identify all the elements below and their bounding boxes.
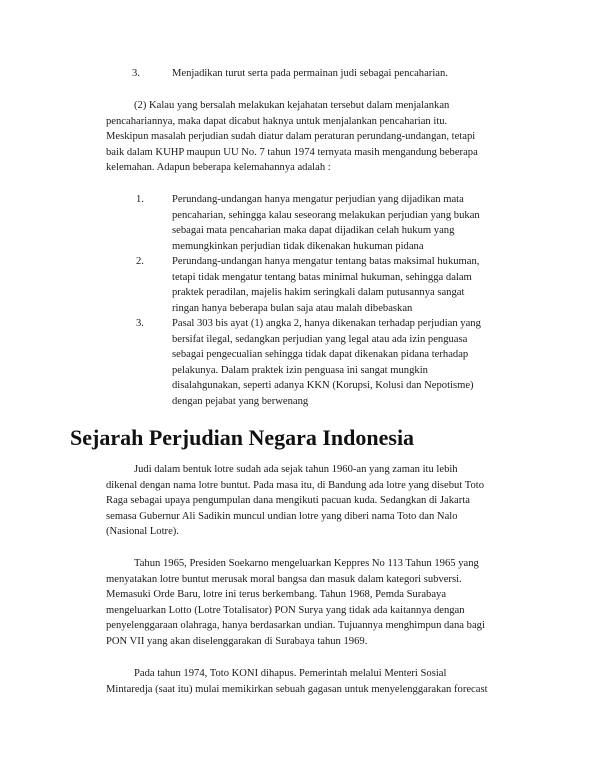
top-item-text: Menjadikan turut serta pada permainan judi sebagai pencaharian. — [172, 68, 448, 79]
list-item: Pasal 303 bis ayat (1) angka 2, hanya dikenakan terhadap perjudian yang bersifat ilegal, sedangkan perjudian yang legal atau ada izin penguasa sebagai pengecualian sehingga tidak dapat dikenakan pidana terhadap pelakunya. Dalam praktek izin penguasa ini sangat mungkin disalahgunakan, seperti adanya KKN (Korupsi, Kolusi dan Nepotisme) dengan pejabat yang berwenang — [172, 318, 481, 407]
intro-line: baik dalam KUHP maupun UU No. 7 tahun 1974 ternyata masih mengandung beberapa — [106, 146, 478, 158]
list-item-number: 2. — [136, 256, 144, 267]
intro-line: Meskipun masalah perjudian sudah diatur dalam peraturan perundang-undangan, tetapi — [106, 131, 476, 143]
top-item-number: 3. — [132, 68, 140, 79]
history-paragraph: Judi dalam bentuk lotre sudah ada sejak tahun 1960-an yang zaman itu lebih dikenal dengan nama lotre buntut. Pada masa itu, di Bandung ada lotre yang disebut Toto Raga sebagai upaya pengumpulan dana mengikuti pacuan kuda. Sedangkan di Jakarta semasa Gubernur Ali Sadikin muncul undian lotre yang diberi nama Toto dan Nalo (Nasional Lotre). — [106, 464, 484, 538]
list-item-number: 3. — [136, 318, 144, 329]
section-heading: Sejarah Perjudian Negara Indonesia — [70, 425, 415, 450]
intro-line: pencahariannya, maka dapat dicabut haknya untuk menjalankan pencaharian itu. — [106, 115, 448, 127]
history-paragraph: Tahun 1965, Presiden Soekarno mengeluarkan Keppres No 113 Tahun 1965 yang menyatakan lotre buntut merusak moral bangsa dan masuk dalam kategori subversi. Memasuki Orde Baru, lotre ini terus berkembang. Tahun 1968, Pemda Surabaya mengeluarkan Lotto (Lotre Totalisator) PON Surya yang tidak ada kaitannya dengan penyelenggaraan olahraga, hanya berdasarkan undian. Tujuannya menghimpun dana bagi PON VII yang akan diselenggarakan di Surabaya tahun 1969. — [106, 558, 485, 647]
intro-line: (2) Kalau yang bersalah melakukan kejahatan tersebut dalam menjalankan — [134, 100, 450, 111]
history-paragraph: Pada tahun 1974, Toto KONI dihapus. Pemerintah melalui Menteri Sosial Mintaredja (saat itu) mulai memikirkan sebuah gagasan untuk menyelenggarakan forecast — [106, 668, 488, 695]
intro-paragraph — [106, 98, 506, 176]
intro-line: kelemahan. Adapun beberapa kelemahannya adalah : — [106, 162, 331, 174]
list-item: Perundang-undangan hanya mengatur tentang batas maksimal hukuman, tetapi tidak mengatur tentang batas minimal hukuman, sehingga dalam praktek peradilan, majelis hakim seringkali dalam putusannya sangat ringan hanya beberapa bulan saja atau malah dibebaskan — [172, 256, 480, 314]
list-item-number: 1. — [136, 194, 144, 205]
list-item: Perundang-undangan hanya mengatur perjudian yang dijadikan mata pencaharian, sehingga kalau seseorang melakukan perjudian yang bukan sebagai mata pencaharian maka dapat dijadikan celah hukum yang memungkinkan perjudian tidak dikenakan hukuman pidana — [172, 194, 480, 252]
